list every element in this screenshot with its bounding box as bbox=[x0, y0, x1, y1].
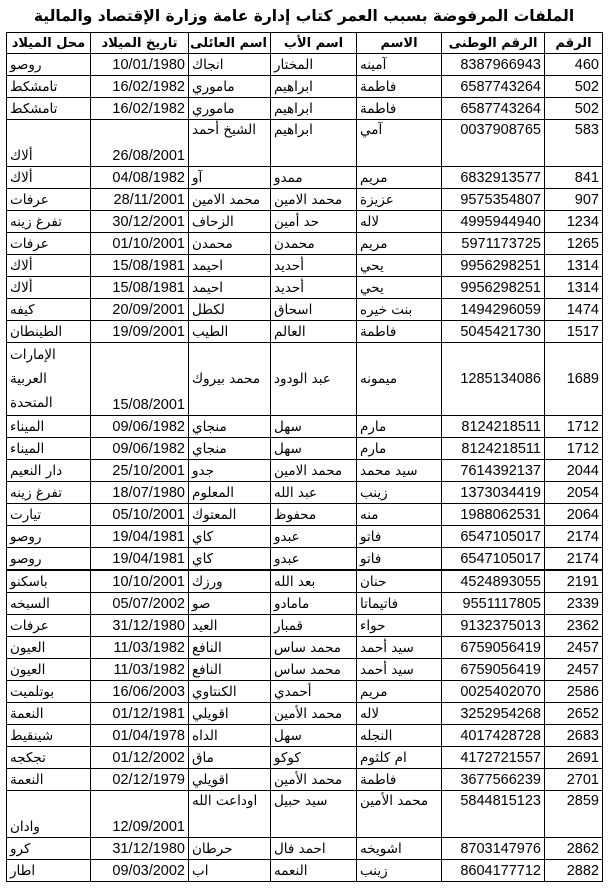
family-name-cell: الزحاف bbox=[189, 211, 271, 233]
id-cell: 2862 bbox=[545, 838, 603, 860]
birth-date-cell: 16/02/1982 bbox=[91, 76, 189, 98]
birth-date-cell: 28/11/2001 bbox=[91, 189, 189, 211]
birth-place-cell: شينقيط bbox=[7, 725, 91, 747]
national-number-cell: 6587743264 bbox=[442, 76, 545, 98]
birth-date-cell: 25/10/2001 bbox=[91, 460, 189, 482]
birth-place-cell: عرفات bbox=[7, 233, 91, 255]
name-cell: حواء bbox=[357, 615, 442, 637]
birth-place-cell: تفرغ زينه bbox=[7, 482, 91, 504]
id-cell: 502 bbox=[545, 98, 603, 120]
birth-place-cell: ألاك bbox=[7, 167, 91, 189]
birth-date-cell: 19/09/2001 bbox=[91, 321, 189, 343]
header-birth-date: تاريخ الميلاد bbox=[91, 33, 189, 54]
national-number-cell: 1373034419 bbox=[442, 482, 545, 504]
id-cell: 2044 bbox=[545, 460, 603, 482]
national-number-cell: 9132375013 bbox=[442, 615, 545, 637]
birth-date-cell: 15/08/1981 bbox=[91, 255, 189, 277]
father-name-cell: سيد حبيل bbox=[271, 791, 357, 838]
father-name-cell: احمد فال bbox=[271, 838, 357, 860]
family-name-cell: محمدن bbox=[189, 233, 271, 255]
birth-place-cell: الميناء bbox=[7, 438, 91, 460]
birth-date-cell: 05/10/2001 bbox=[91, 504, 189, 526]
national-number-cell: 9956298251 bbox=[442, 277, 545, 299]
birth-date-cell: 11/03/1982 bbox=[91, 637, 189, 659]
birth-place-cell: وادان bbox=[7, 791, 91, 838]
name-cell: فاتيماتا bbox=[357, 593, 442, 615]
id-cell: 1474 bbox=[545, 299, 603, 321]
birth-date-cell: 30/12/2001 bbox=[91, 211, 189, 233]
table-row bbox=[7, 120, 603, 167]
table-row bbox=[7, 321, 603, 343]
birth-place-cell: الميناء bbox=[7, 416, 91, 438]
name-cell: زينب bbox=[357, 860, 442, 882]
table-row bbox=[7, 769, 603, 791]
id-cell: 2191 bbox=[545, 570, 603, 593]
name-cell: مريم bbox=[357, 681, 442, 703]
id-cell: 2174 bbox=[545, 526, 603, 548]
birth-place-cell: كرو bbox=[7, 838, 91, 860]
birth-date-cell: 10/10/2001 bbox=[91, 570, 189, 593]
national-number-cell: 6759056419 bbox=[442, 659, 545, 681]
family-name-cell: كاي bbox=[189, 548, 271, 571]
father-name-cell: عبد الودود bbox=[271, 343, 357, 416]
father-name-cell: محفوظ bbox=[271, 504, 357, 526]
birth-date-cell: 01/10/2001 bbox=[91, 233, 189, 255]
national-number-cell: 1494296059 bbox=[442, 299, 545, 321]
national-number-cell: 6587743264 bbox=[442, 98, 545, 120]
father-name-cell: بعد الله bbox=[271, 570, 357, 593]
birth-date-cell: 15/08/1981 bbox=[91, 277, 189, 299]
national-number-cell: 5844815123 bbox=[442, 791, 545, 838]
birth-place-cell: باسكنو bbox=[7, 570, 91, 593]
table-row bbox=[7, 860, 603, 882]
id-cell: 1689 bbox=[545, 343, 603, 416]
name-cell: فاطمة bbox=[357, 769, 442, 791]
father-name-cell: محمد الامين bbox=[271, 460, 357, 482]
birth-place-cell: روصو bbox=[7, 526, 91, 548]
birth-place-cell: عرفات bbox=[7, 615, 91, 637]
name-cell: حنان bbox=[357, 570, 442, 593]
header-family-name: اسم العائلى bbox=[189, 33, 271, 54]
table-row bbox=[7, 343, 603, 416]
table-row bbox=[7, 747, 603, 769]
birth-place-cell: العيون bbox=[7, 659, 91, 681]
id-cell: 2586 bbox=[545, 681, 603, 703]
national-number-cell: 5971173725 bbox=[442, 233, 545, 255]
national-number-cell: 9575354807 bbox=[442, 189, 545, 211]
father-name-cell: ابراهيم bbox=[271, 76, 357, 98]
name-cell: منه bbox=[357, 504, 442, 526]
name-cell: ام كلثوم bbox=[357, 747, 442, 769]
id-cell: 2362 bbox=[545, 615, 603, 637]
national-number-cell: 6832913577 bbox=[442, 167, 545, 189]
table-row bbox=[7, 659, 603, 681]
national-number-cell: 6547105017 bbox=[442, 526, 545, 548]
birth-place-cell: دار النعيم bbox=[7, 460, 91, 482]
family-name-cell: ماموري bbox=[189, 98, 271, 120]
father-name-cell: محمد الأمين bbox=[271, 769, 357, 791]
birth-place-cell: روصو bbox=[7, 54, 91, 76]
national-number-cell: 7614392137 bbox=[442, 460, 545, 482]
father-name-cell: قمبار bbox=[271, 615, 357, 637]
family-name-cell: اقويلي bbox=[189, 703, 271, 725]
birth-place-cell: تامشكط bbox=[7, 76, 91, 98]
table-row bbox=[7, 98, 603, 120]
family-name-cell: الشيخ أحمد bbox=[189, 120, 271, 167]
father-name-cell: محمدن bbox=[271, 233, 357, 255]
table-body bbox=[7, 54, 603, 882]
birth-place-cell: النعمة bbox=[7, 703, 91, 725]
name-cell: ميمونه bbox=[357, 343, 442, 416]
id-cell: 2339 bbox=[545, 593, 603, 615]
father-name-cell: سهل bbox=[271, 416, 357, 438]
birth-date-cell: 09/06/1982 bbox=[91, 438, 189, 460]
name-cell: فاطمة bbox=[357, 98, 442, 120]
national-number-cell: 0025402070 bbox=[442, 681, 545, 703]
father-name-cell: محمد ساس bbox=[271, 659, 357, 681]
father-name-cell: سهل bbox=[271, 725, 357, 747]
family-name-cell: انجاك bbox=[189, 54, 271, 76]
id-cell: 2054 bbox=[545, 482, 603, 504]
family-name-cell: العيد bbox=[189, 615, 271, 637]
name-cell: يحي bbox=[357, 255, 442, 277]
id-cell: 1265 bbox=[545, 233, 603, 255]
national-number-cell: 4017428728 bbox=[442, 725, 545, 747]
name-cell: بنت خيره bbox=[357, 299, 442, 321]
id-cell: 1517 bbox=[545, 321, 603, 343]
id-cell: 1314 bbox=[545, 277, 603, 299]
name-cell: سيد أحمد bbox=[357, 659, 442, 681]
id-cell: 1712 bbox=[545, 416, 603, 438]
birth-date-cell: 16/06/2003 bbox=[91, 681, 189, 703]
national-number-cell: 4172721557 bbox=[442, 747, 545, 769]
father-name-cell: أحديد bbox=[271, 277, 357, 299]
national-number-cell: 6759056419 bbox=[442, 637, 545, 659]
father-name-cell: حد أمين bbox=[271, 211, 357, 233]
table-row bbox=[7, 637, 603, 659]
family-name-cell: لكطل bbox=[189, 299, 271, 321]
family-name-cell: محمد بيروك bbox=[189, 343, 271, 416]
id-cell: 2064 bbox=[545, 504, 603, 526]
name-cell: سيد محمد bbox=[357, 460, 442, 482]
birth-date-cell: 02/12/1979 bbox=[91, 769, 189, 791]
name-cell: اشويخه bbox=[357, 838, 442, 860]
id-cell: 841 bbox=[545, 167, 603, 189]
birth-date-cell: 19/04/1981 bbox=[91, 548, 189, 571]
family-name-cell: منجاي bbox=[189, 416, 271, 438]
birth-place-cell: كيفه bbox=[7, 299, 91, 321]
birth-date-cell: 01/12/1981 bbox=[91, 703, 189, 725]
birth-date-cell: 01/12/2002 bbox=[91, 747, 189, 769]
table-row bbox=[7, 725, 603, 747]
family-name-cell: ورزك bbox=[189, 570, 271, 593]
name-cell: لاله bbox=[357, 703, 442, 725]
name-cell: فاتو bbox=[357, 526, 442, 548]
family-name-cell: اوداعت الله bbox=[189, 791, 271, 838]
table-row bbox=[7, 299, 603, 321]
id-cell: 583 bbox=[545, 120, 603, 167]
name-cell: مارم bbox=[357, 438, 442, 460]
birth-date-cell: 12/09/2001 bbox=[91, 791, 189, 838]
family-name-cell: النافع bbox=[189, 637, 271, 659]
name-cell: زينب bbox=[357, 482, 442, 504]
header-birth-place: محل الميلاد bbox=[7, 33, 91, 54]
header-father-name: اسم الأب bbox=[271, 33, 357, 54]
family-name-cell: محمد الامين bbox=[189, 189, 271, 211]
name-cell: مريم bbox=[357, 167, 442, 189]
father-name-cell: عبدو bbox=[271, 548, 357, 571]
family-name-cell: كاي bbox=[189, 526, 271, 548]
national-number-cell: 8124218511 bbox=[442, 416, 545, 438]
family-name-cell: صو bbox=[189, 593, 271, 615]
document-title: الملفات المرفوضة بسبب العمر كتاب إدارة عامة وزارة الإقتصاد والمالية bbox=[33, 7, 575, 25]
id-cell: 1712 bbox=[545, 438, 603, 460]
rejected-files-table bbox=[6, 32, 603, 882]
id-cell: 2652 bbox=[545, 703, 603, 725]
birth-place-cell: روصو bbox=[7, 548, 91, 571]
name-cell: آمي bbox=[357, 120, 442, 167]
id-cell: 2882 bbox=[545, 860, 603, 882]
national-number-cell: 3677566239 bbox=[442, 769, 545, 791]
table-row bbox=[7, 570, 603, 593]
id-cell: 2174 bbox=[545, 548, 603, 571]
table-row bbox=[7, 438, 603, 460]
birth-place-cell: بوتلميت bbox=[7, 681, 91, 703]
father-name-cell: العالم bbox=[271, 321, 357, 343]
table-row bbox=[7, 681, 603, 703]
national-number-cell: 1988062531 bbox=[442, 504, 545, 526]
birth-date-cell: 31/12/1980 bbox=[91, 838, 189, 860]
id-cell: 460 bbox=[545, 54, 603, 76]
family-name-cell: ماموري bbox=[189, 76, 271, 98]
family-name-cell: حرطان bbox=[189, 838, 271, 860]
id-cell: 2691 bbox=[545, 747, 603, 769]
family-name-cell: احيمد bbox=[189, 255, 271, 277]
table-row bbox=[7, 526, 603, 548]
birth-date-cell: 04/08/1982 bbox=[91, 167, 189, 189]
table-row bbox=[7, 504, 603, 526]
family-name-cell: ماق bbox=[189, 747, 271, 769]
father-name-cell: ابراهيم bbox=[271, 120, 357, 167]
name-cell: فاطمة bbox=[357, 321, 442, 343]
birth-place-cell: ألاك bbox=[7, 277, 91, 299]
father-name-cell: مامادو bbox=[271, 593, 357, 615]
header-id: الرقم bbox=[545, 33, 603, 54]
family-name-cell: المعتوك bbox=[189, 504, 271, 526]
birth-place-cell: عرفات bbox=[7, 189, 91, 211]
family-name-cell: النافع bbox=[189, 659, 271, 681]
table-row bbox=[7, 838, 603, 860]
father-name-cell: محمد الأمين bbox=[271, 703, 357, 725]
id-cell: 1234 bbox=[545, 211, 603, 233]
birth-date-cell: 11/03/1982 bbox=[91, 659, 189, 681]
name-cell: لاله bbox=[357, 211, 442, 233]
birth-place-cell: الإمارات العربية المتحدة bbox=[7, 343, 91, 416]
table-row bbox=[7, 416, 603, 438]
table-row bbox=[7, 593, 603, 615]
father-name-cell: عبدو bbox=[271, 526, 357, 548]
name-cell: فاتو bbox=[357, 548, 442, 571]
name-cell: مريم bbox=[357, 233, 442, 255]
birth-date-cell: 19/04/1981 bbox=[91, 526, 189, 548]
national-number-cell: 6547105017 bbox=[442, 548, 545, 571]
header-national-number: الرقم الوطنى bbox=[442, 33, 545, 54]
family-name-cell: المعلوم bbox=[189, 482, 271, 504]
header-name: الاسم bbox=[357, 33, 442, 54]
father-name-cell: عبد الله bbox=[271, 482, 357, 504]
table-row bbox=[7, 460, 603, 482]
table-header-row bbox=[7, 33, 603, 54]
table-row bbox=[7, 233, 603, 255]
table-row bbox=[7, 277, 603, 299]
name-cell: عزيزة bbox=[357, 189, 442, 211]
table-row bbox=[7, 54, 603, 76]
birth-place-cell: العيون bbox=[7, 637, 91, 659]
name-cell: مارم bbox=[357, 416, 442, 438]
table-row bbox=[7, 167, 603, 189]
table-row bbox=[7, 189, 603, 211]
family-name-cell: اقويلي bbox=[189, 769, 271, 791]
birth-date-cell: 01/04/1978 bbox=[91, 725, 189, 747]
birth-place-cell: تجكجه bbox=[7, 747, 91, 769]
family-name-cell: منجاي bbox=[189, 438, 271, 460]
birth-place-cell: تيارت bbox=[7, 504, 91, 526]
birth-date-cell: 26/08/2001 bbox=[91, 120, 189, 167]
birth-place-cell: النعمة bbox=[7, 769, 91, 791]
birth-place-cell: اطار bbox=[7, 860, 91, 882]
national-number-cell: 9551117805 bbox=[442, 593, 545, 615]
family-name-cell: احيمد bbox=[189, 277, 271, 299]
birth-place-cell: تامشكط bbox=[7, 98, 91, 120]
id-cell: 2683 bbox=[545, 725, 603, 747]
national-number-cell: 8703147976 bbox=[442, 838, 545, 860]
id-cell: 2457 bbox=[545, 659, 603, 681]
father-name-cell: المختار bbox=[271, 54, 357, 76]
national-number-cell: 8387966943 bbox=[442, 54, 545, 76]
name-cell: محمد الأمين bbox=[357, 791, 442, 838]
national-number-cell: 0037908765 bbox=[442, 120, 545, 167]
name-cell: آمينه bbox=[357, 54, 442, 76]
father-name-cell: أحديد bbox=[271, 255, 357, 277]
father-name-cell: كوكو bbox=[271, 747, 357, 769]
table-row bbox=[7, 255, 603, 277]
national-number-cell: 9956298251 bbox=[442, 255, 545, 277]
birth-date-cell: 09/03/2002 bbox=[91, 860, 189, 882]
family-name-cell: الكنتاوي bbox=[189, 681, 271, 703]
birth-place-cell: تفرغ زينه bbox=[7, 211, 91, 233]
national-number-cell: 4995944940 bbox=[442, 211, 545, 233]
table-row bbox=[7, 76, 603, 98]
father-name-cell: النعمه bbox=[271, 860, 357, 882]
national-number-cell: 8124218511 bbox=[442, 438, 545, 460]
father-name-cell: اسحاق bbox=[271, 299, 357, 321]
national-number-cell: 8604177712 bbox=[442, 860, 545, 882]
birth-place-cell: السبخه bbox=[7, 593, 91, 615]
id-cell: 2457 bbox=[545, 637, 603, 659]
id-cell: 502 bbox=[545, 76, 603, 98]
birth-place-cell: الطينطان bbox=[7, 321, 91, 343]
birth-date-cell: 09/06/1982 bbox=[91, 416, 189, 438]
family-name-cell: اب bbox=[189, 860, 271, 882]
family-name-cell: آو bbox=[189, 167, 271, 189]
family-name-cell: الطيب bbox=[189, 321, 271, 343]
table-row bbox=[7, 548, 603, 571]
table-row bbox=[7, 211, 603, 233]
table-row bbox=[7, 482, 603, 504]
name-cell: فاطمة bbox=[357, 76, 442, 98]
father-name-cell: محمد ساس bbox=[271, 637, 357, 659]
name-cell: يحي bbox=[357, 277, 442, 299]
father-name-cell: محمد الامين bbox=[271, 189, 357, 211]
id-cell: 2701 bbox=[545, 769, 603, 791]
birth-date-cell: 16/02/1982 bbox=[91, 98, 189, 120]
id-cell: 2859 bbox=[545, 791, 603, 838]
national-number-cell: 1285134086 bbox=[442, 343, 545, 416]
father-name-cell: ابراهيم bbox=[271, 98, 357, 120]
table-row bbox=[7, 703, 603, 725]
id-cell: 1314 bbox=[545, 255, 603, 277]
birth-date-cell: 05/07/2002 bbox=[91, 593, 189, 615]
national-number-cell: 3252954268 bbox=[442, 703, 545, 725]
id-cell: 907 bbox=[545, 189, 603, 211]
national-number-cell: 5045421730 bbox=[442, 321, 545, 343]
table-row bbox=[7, 615, 603, 637]
name-cell: سيد أحمد bbox=[357, 637, 442, 659]
name-cell: النجله bbox=[357, 725, 442, 747]
birth-place-cell: ألاك bbox=[7, 120, 91, 167]
birth-date-cell: 18/07/1980 bbox=[91, 482, 189, 504]
family-name-cell: الداه bbox=[189, 725, 271, 747]
father-name-cell: سهل bbox=[271, 438, 357, 460]
table-row bbox=[7, 791, 603, 838]
birth-date-cell: 20/09/2001 bbox=[91, 299, 189, 321]
birth-date-cell: 31/12/1980 bbox=[91, 615, 189, 637]
father-name-cell: ممدو bbox=[271, 167, 357, 189]
birth-date-cell: 10/01/1980 bbox=[91, 54, 189, 76]
family-name-cell: جدو bbox=[189, 460, 271, 482]
birth-date-cell: 15/08/2001 bbox=[91, 343, 189, 416]
national-number-cell: 4524893055 bbox=[442, 570, 545, 593]
birth-place-cell: ألاك bbox=[7, 255, 91, 277]
father-name-cell: أحمدي bbox=[271, 681, 357, 703]
